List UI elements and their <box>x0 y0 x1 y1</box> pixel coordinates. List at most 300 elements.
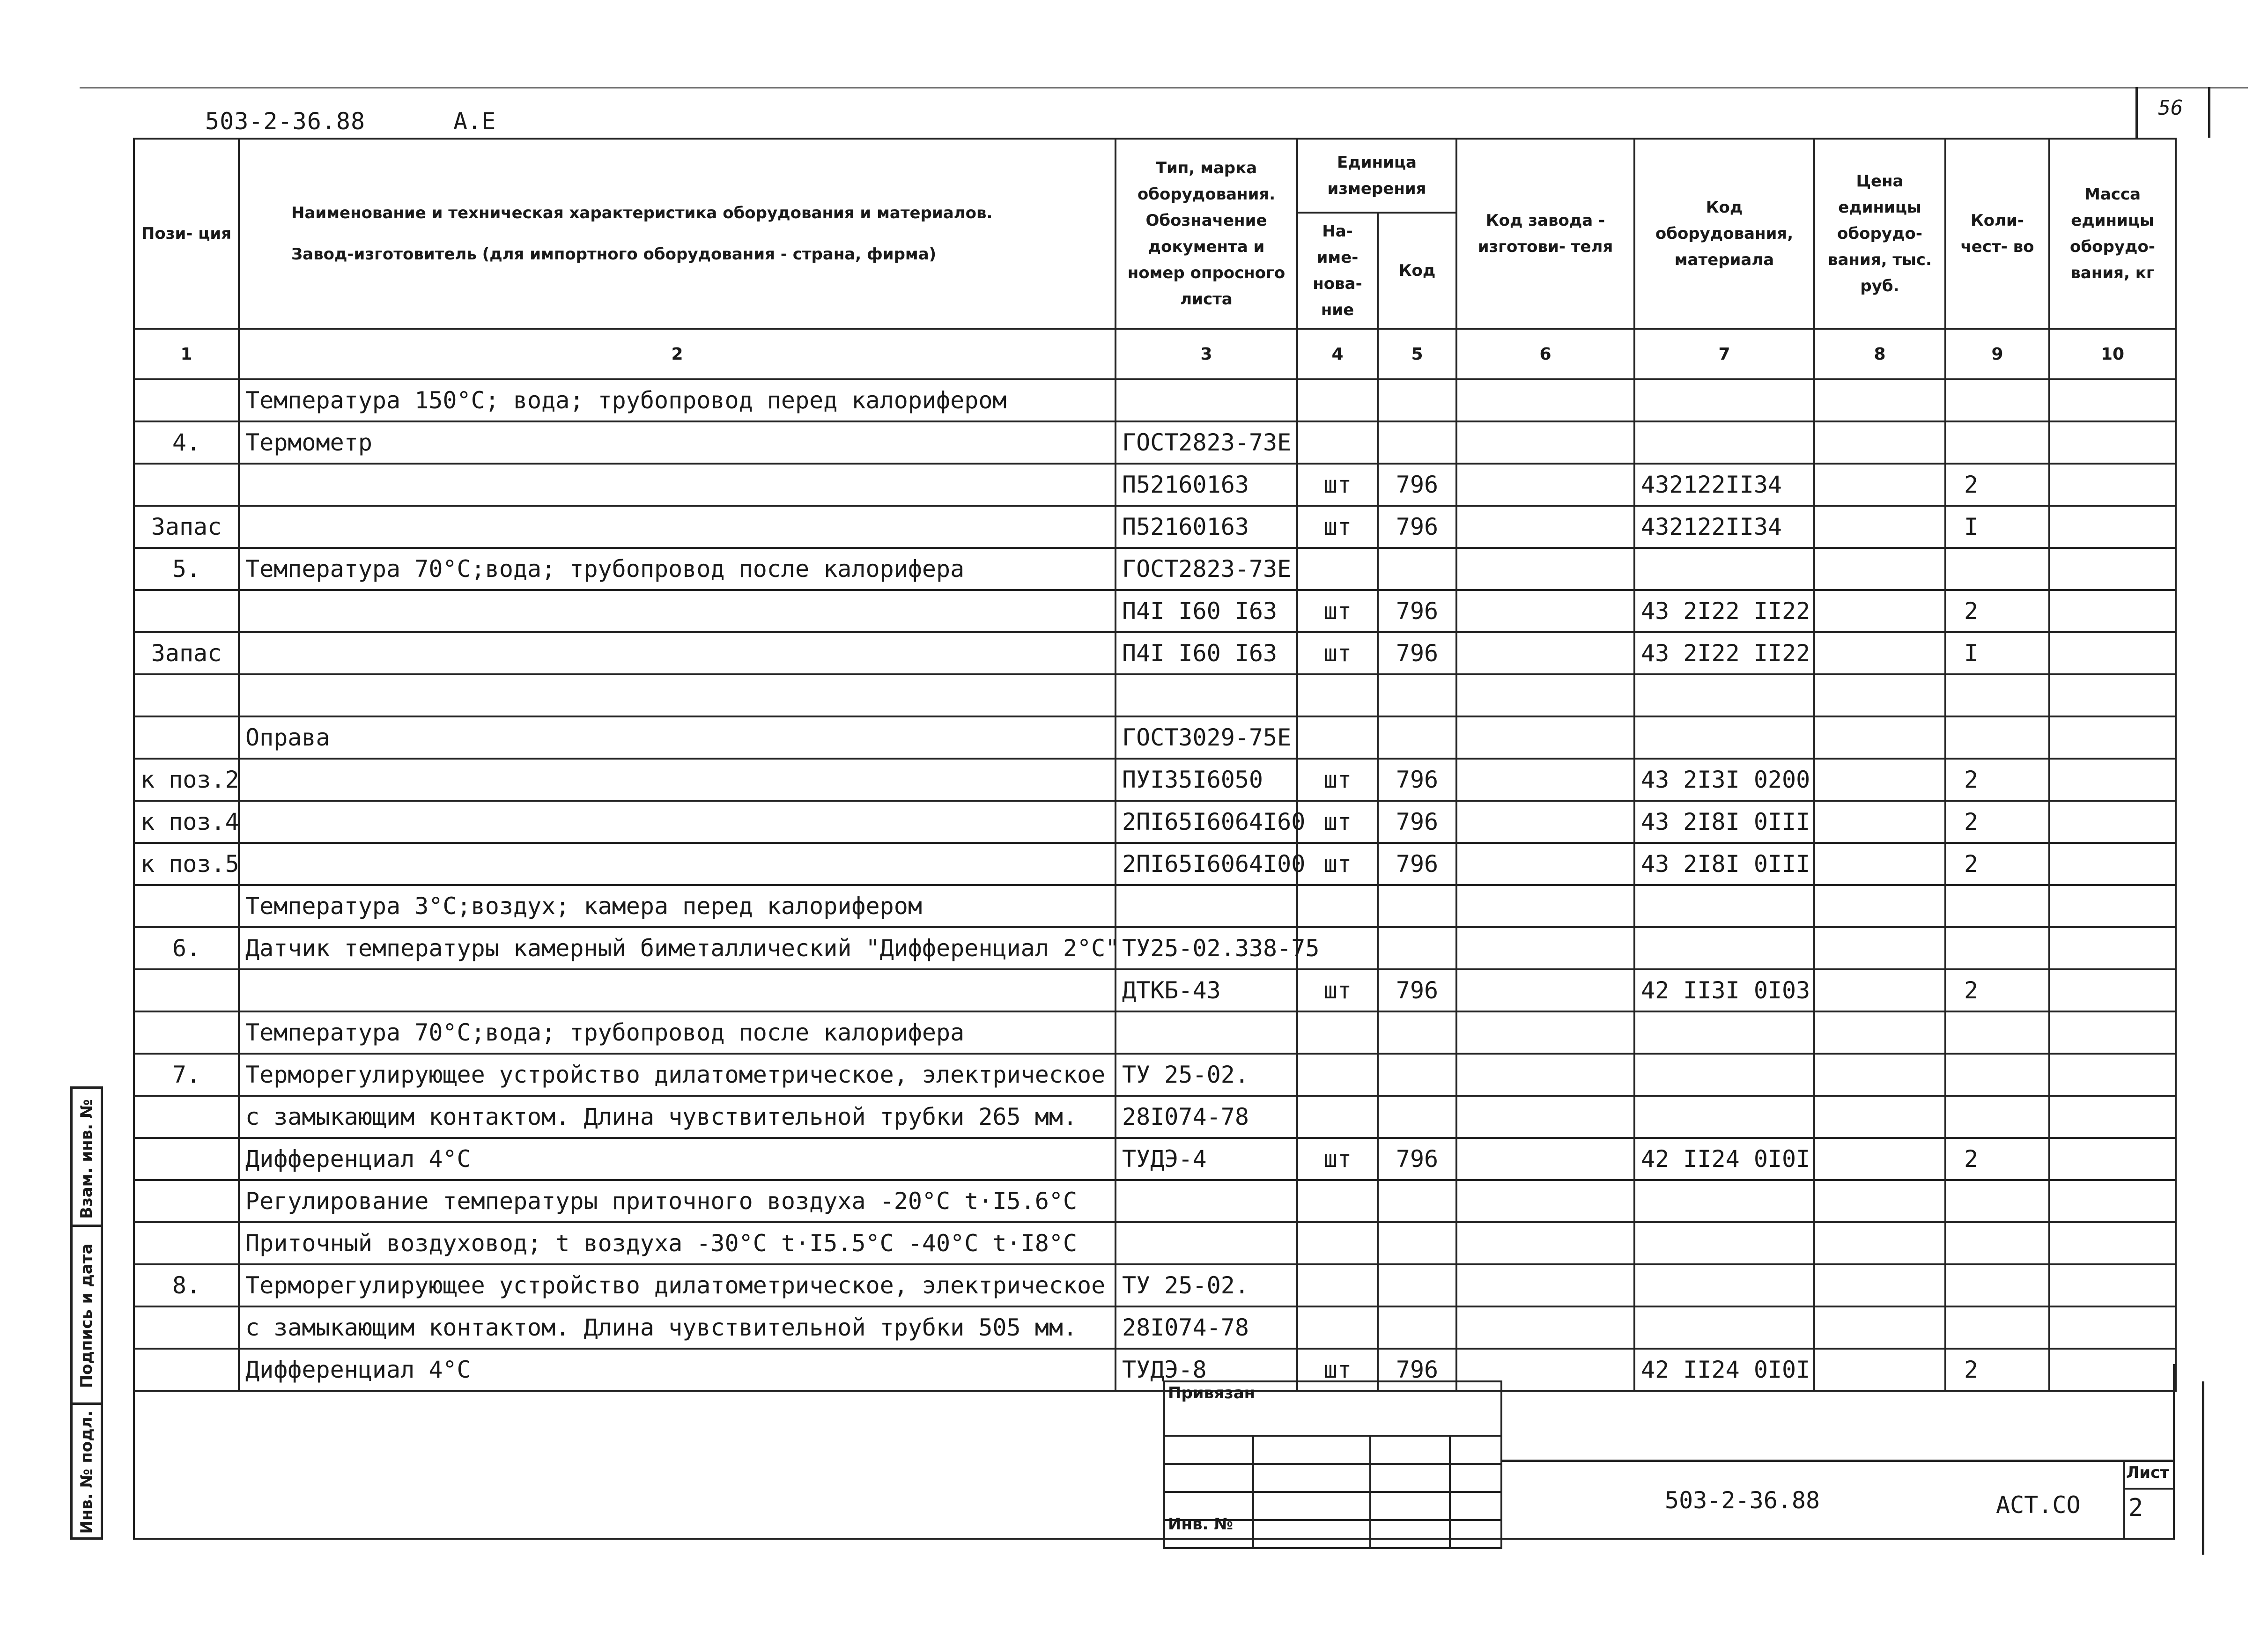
cell-type: ТУ25-02.338-75 <box>1116 927 1297 969</box>
col-number: 2 <box>239 329 1116 379</box>
cell-position <box>134 1222 239 1264</box>
cell-mass <box>2049 548 2176 590</box>
cell-name <box>239 801 1116 843</box>
table-row <box>134 548 2176 590</box>
cell-equipment-code: 432122II34 <box>1634 464 1814 506</box>
cell-quantity: 2 <box>1945 969 2049 1011</box>
cell-position <box>134 590 239 632</box>
header-document-suffix: А.Е <box>453 108 496 135</box>
table-row <box>134 843 2176 885</box>
cell-equipment-code: 43 2I8I 0III <box>1634 843 1814 885</box>
cell-factory-code <box>1456 1138 1634 1180</box>
cell-equipment-code <box>1634 674 1814 716</box>
cell-name: Температура 70°C;вода; трубопровод после калорифера <box>239 548 1116 590</box>
cell-unit-code: 796 <box>1378 506 1456 548</box>
cell-unit-code: 796 <box>1378 801 1456 843</box>
table-row <box>134 1264 2176 1306</box>
table-row <box>134 421 2176 464</box>
cell-quantity <box>1945 548 2049 590</box>
column-number-row <box>134 329 2176 379</box>
cell-type: ПУI35I6050 <box>1116 759 1297 801</box>
cell-type: ТУ 25-02. <box>1116 1054 1297 1096</box>
cell-equipment-code: 43 2I22 II22 <box>1634 632 1814 674</box>
table-row <box>134 1054 2176 1096</box>
cell-quantity <box>1945 1264 2049 1306</box>
cell-unit-code: 796 <box>1378 590 1456 632</box>
side-stamp <box>70 1086 133 1540</box>
cell-mass <box>2049 716 2176 759</box>
cell-unit-name <box>1297 379 1378 421</box>
cell-price <box>1814 716 1945 759</box>
cell-unit-code: 796 <box>1378 843 1456 885</box>
cell-name: Температура 150°C; вода; трубопровод перед калорифером <box>239 379 1116 421</box>
cell-position: Запас <box>134 506 239 548</box>
cell-position: к поз.2 <box>134 759 239 801</box>
cell-type: ГОСТ3029-75Е <box>1116 716 1297 759</box>
cell-unit-name: шт <box>1297 506 1378 548</box>
cell-unit-code: 796 <box>1378 1349 1456 1391</box>
cell-quantity: I <box>1945 632 2049 674</box>
cell-type: 28I074-78 <box>1116 1096 1297 1138</box>
cell-quantity: 2 <box>1945 843 2049 885</box>
cell-unit-code <box>1378 548 1456 590</box>
col-number: 3 <box>1116 329 1297 379</box>
cell-name: Приточный воздуховод; t воздуха -30°C t·I5.5°C -40°C t·I8°C <box>239 1222 1116 1264</box>
cell-equipment-code: 43 2I8I 0III <box>1634 801 1814 843</box>
cell-unit-code <box>1378 1180 1456 1222</box>
cell-name: Термометр <box>239 421 1116 464</box>
cell-name: Оправа <box>239 716 1116 759</box>
cell-name <box>239 632 1116 674</box>
cell-type: 2ПI65I6064I60 <box>1116 801 1297 843</box>
cell-equipment-code <box>1634 1096 1814 1138</box>
cell-unit-code: 796 <box>1378 1138 1456 1180</box>
cell-equipment-code: 43 2I3I 0200 <box>1634 759 1814 801</box>
cell-unit-code <box>1378 716 1456 759</box>
cell-type: 28I074-78 <box>1116 1306 1297 1349</box>
cell-factory-code <box>1456 548 1634 590</box>
cell-unit-name <box>1297 674 1378 716</box>
cell-quantity: 2 <box>1945 759 2049 801</box>
inventory-label: Инв. № <box>1168 1515 1234 1534</box>
cell-factory-code <box>1456 716 1634 759</box>
table-row <box>134 590 2176 632</box>
cell-equipment-code <box>1634 885 1814 927</box>
table-row <box>134 885 2176 927</box>
cell-mass <box>2049 1011 2176 1054</box>
right-edge-mark <box>2202 1381 2204 1555</box>
cell-position: 6. <box>134 927 239 969</box>
cell-equipment-code <box>1634 1180 1814 1222</box>
table-row <box>134 927 2176 969</box>
col-number: 6 <box>1456 329 1634 379</box>
header-mass: Масса единицы оборудо- вания, кг <box>2049 139 2176 329</box>
cell-factory-code <box>1456 801 1634 843</box>
cell-price <box>1814 379 1945 421</box>
cell-mass <box>2049 421 2176 464</box>
cell-mass <box>2049 1096 2176 1138</box>
stamp-document-code: 503-2-36.88 <box>1665 1487 1820 1514</box>
cell-quantity <box>1945 1222 2049 1264</box>
cell-name: Терморегулирующее устройство дилатометрическое, электрическое <box>239 1264 1116 1306</box>
cell-unit-name: шт <box>1297 632 1378 674</box>
cell-type: ДТКБ-43 <box>1116 969 1297 1011</box>
cell-type <box>1116 885 1297 927</box>
cell-mass <box>2049 843 2176 885</box>
cell-position <box>134 1306 239 1349</box>
header-name <box>239 139 1116 329</box>
stamp-divider <box>1500 1460 2175 1462</box>
table-row <box>134 464 2176 506</box>
cell-price <box>1814 632 1945 674</box>
cell-unit-name: шт <box>1297 1349 1378 1391</box>
cell-unit-code <box>1378 379 1456 421</box>
table-row <box>134 632 2176 674</box>
cell-price <box>1814 759 1945 801</box>
side-label-replaced: Взам. инв. № <box>77 1099 96 1219</box>
cell-name: Температура 70°C;вода; трубопровод после калорифера <box>239 1011 1116 1054</box>
cell-position <box>134 1011 239 1054</box>
cell-type: П52160163 <box>1116 506 1297 548</box>
cell-unit-name: шт <box>1297 843 1378 885</box>
cell-factory-code <box>1456 590 1634 632</box>
cell-quantity: 2 <box>1945 1138 2049 1180</box>
cell-equipment-code <box>1634 716 1814 759</box>
cell-unit-name <box>1297 1264 1378 1306</box>
cell-type: П52160163 <box>1116 464 1297 506</box>
col-number: 4 <box>1297 329 1378 379</box>
cell-unit-code <box>1378 1054 1456 1096</box>
cell-type: ТУ 25-02. <box>1116 1264 1297 1306</box>
cell-unit-code <box>1378 674 1456 716</box>
side-cell-replaced <box>70 1086 103 1227</box>
cell-name: Температура 3°C;воздух; камера перед калорифером <box>239 885 1116 927</box>
cell-factory-code <box>1456 1264 1634 1306</box>
cell-unit-name: шт <box>1297 969 1378 1011</box>
cell-mass <box>2049 969 2176 1011</box>
top-border-line <box>80 87 2248 89</box>
cell-position: 5. <box>134 548 239 590</box>
cell-unit-code: 796 <box>1378 632 1456 674</box>
cell-quantity <box>1945 1180 2049 1222</box>
cell-quantity <box>1945 1054 2049 1096</box>
table-row <box>134 1096 2176 1138</box>
cell-name: Дифференциал 4°C <box>239 1349 1116 1391</box>
cell-name: Дифференциал 4°C <box>239 1138 1116 1180</box>
cell-factory-code <box>1456 927 1634 969</box>
side-label-original: Инв. № подл. <box>77 1410 96 1534</box>
cell-price <box>1814 843 1945 885</box>
cell-equipment-code <box>1634 1054 1814 1096</box>
header-position: Пози- ция <box>134 139 239 329</box>
cell-equipment-code <box>1634 1306 1814 1349</box>
cell-unit-code <box>1378 1096 1456 1138</box>
cell-factory-code <box>1456 1096 1634 1138</box>
table-row <box>134 1011 2176 1054</box>
side-label-signature: Подпись и дата <box>77 1243 96 1388</box>
cell-price <box>1814 1222 1945 1264</box>
header-document-code: 503-2-36.88 <box>205 108 366 135</box>
cell-unit-name <box>1297 1222 1378 1264</box>
cell-type: 2ПI65I6064I00 <box>1116 843 1297 885</box>
cell-name <box>239 464 1116 506</box>
cell-unit-code <box>1378 1222 1456 1264</box>
header-unit-code: Код <box>1378 213 1456 329</box>
table-row <box>134 1138 2176 1180</box>
header-equipment-code: Код оборудования, материала <box>1634 139 1814 329</box>
header-quantity: Коли- чест- во <box>1945 139 2049 329</box>
cell-mass <box>2049 801 2176 843</box>
cell-position: 8. <box>134 1264 239 1306</box>
cell-quantity <box>1945 885 2049 927</box>
sheet-label: Лист <box>2126 1463 2169 1482</box>
header-name-line1: Наименование и техническая характеристика оборудования и материалов. <box>291 203 993 222</box>
cell-quantity <box>1945 1306 2049 1349</box>
cell-quantity: 2 <box>1945 464 2049 506</box>
cell-price <box>1814 1011 1945 1054</box>
cell-price <box>1814 927 1945 969</box>
specification-table <box>133 138 2177 1392</box>
cell-name <box>239 969 1116 1011</box>
cell-position: 7. <box>134 1054 239 1096</box>
table-row <box>134 506 2176 548</box>
table-row <box>134 1180 2176 1222</box>
cell-unit-name: шт <box>1297 464 1378 506</box>
cell-quantity <box>1945 716 2049 759</box>
cell-equipment-code: 42 II24 0I0I <box>1634 1138 1814 1180</box>
sheet-box-divider <box>2123 1488 2175 1490</box>
header-price: Цена единицы оборудо- вания, тыс. руб. <box>1814 139 1945 329</box>
cell-quantity <box>1945 421 2049 464</box>
cell-name <box>239 843 1116 885</box>
cell-factory-code <box>1456 885 1634 927</box>
cell-unit-name <box>1297 1180 1378 1222</box>
cell-factory-code <box>1456 1011 1634 1054</box>
cell-factory-code <box>1456 632 1634 674</box>
cell-quantity <box>1945 1011 2049 1054</box>
table-row <box>134 969 2176 1011</box>
cell-position <box>134 674 239 716</box>
cell-unit-name <box>1297 1054 1378 1096</box>
col-number: 9 <box>1945 329 2049 379</box>
cell-factory-code <box>1456 379 1634 421</box>
cell-price <box>1814 1180 1945 1222</box>
stamp-document-suffix: АСТ.СО <box>1996 1491 2081 1519</box>
cell-mass <box>2049 379 2176 421</box>
cell-name <box>239 674 1116 716</box>
cell-type: ТУДЭ-4 <box>1116 1138 1297 1180</box>
cell-factory-code <box>1456 506 1634 548</box>
cell-equipment-code <box>1634 1222 1814 1264</box>
cell-type <box>1116 1180 1297 1222</box>
table-row <box>134 1306 2176 1349</box>
cell-type <box>1116 1222 1297 1264</box>
cell-unit-code: 796 <box>1378 464 1456 506</box>
header-unit: Единица измерения <box>1297 139 1456 213</box>
cell-type: ТУДЭ-8 <box>1116 1349 1297 1391</box>
cell-factory-code <box>1456 674 1634 716</box>
cell-equipment-code <box>1634 421 1814 464</box>
cell-unit-name: шт <box>1297 759 1378 801</box>
cell-factory-code <box>1456 421 1634 464</box>
cell-type: ГОСТ2823-73Е <box>1116 421 1297 464</box>
title-block <box>133 1364 2175 1540</box>
header-row <box>134 139 2176 213</box>
cell-equipment-code <box>1634 379 1814 421</box>
cell-unit-name: шт <box>1297 1138 1378 1180</box>
cell-unit-code <box>1378 1264 1456 1306</box>
cell-factory-code <box>1456 759 1634 801</box>
cell-mass <box>2049 632 2176 674</box>
col-number: 1 <box>134 329 239 379</box>
col-number: 8 <box>1814 329 1945 379</box>
cell-position: к поз.5 <box>134 843 239 885</box>
header-name-line2: Завод-изготовитель (для импортного оборудования - страна, фирма) <box>291 245 937 264</box>
cell-price <box>1814 506 1945 548</box>
cell-mass <box>2049 590 2176 632</box>
cell-mass <box>2049 464 2176 506</box>
cell-mass <box>2049 885 2176 927</box>
cell-factory-code <box>1456 1180 1634 1222</box>
side-cell-signature <box>70 1227 103 1405</box>
sheet-value: 2 <box>2128 1494 2143 1522</box>
cell-name: Терморегулирующее устройство дилатометрическое, электрическое <box>239 1054 1116 1096</box>
col-number: 5 <box>1378 329 1456 379</box>
cell-equipment-code: 432122II34 <box>1634 506 1814 548</box>
header-unit-name: На- име- нова- ние <box>1297 213 1378 329</box>
cell-mass <box>2049 506 2176 548</box>
table-row <box>134 674 2176 716</box>
cell-price <box>1814 464 1945 506</box>
cell-unit-code: 796 <box>1378 969 1456 1011</box>
cell-unit-code <box>1378 1011 1456 1054</box>
cell-type <box>1116 379 1297 421</box>
col-number: 10 <box>2049 329 2176 379</box>
cell-price <box>1814 969 1945 1011</box>
cell-equipment-code: 42 II24 0I0I <box>1634 1349 1814 1391</box>
cell-position: Запас <box>134 632 239 674</box>
bound-label: Привязан <box>1168 1384 1256 1402</box>
cell-type <box>1116 674 1297 716</box>
cell-quantity: 2 <box>1945 1349 2049 1391</box>
cell-unit-name <box>1297 548 1378 590</box>
cell-quantity: 2 <box>1945 590 2049 632</box>
cell-factory-code <box>1456 464 1634 506</box>
cell-type: П4I I60 I63 <box>1116 590 1297 632</box>
header-factory-code: Код завода - изготови- теля <box>1456 139 1634 329</box>
cell-price <box>1814 1264 1945 1306</box>
cell-name <box>239 590 1116 632</box>
table-row <box>134 801 2176 843</box>
cell-unit-name <box>1297 716 1378 759</box>
cell-price <box>1814 1054 1945 1096</box>
cell-unit-name: шт <box>1297 801 1378 843</box>
cell-mass <box>2049 1054 2176 1096</box>
cell-quantity <box>1945 379 2049 421</box>
table-row <box>134 379 2176 421</box>
cell-position <box>134 379 239 421</box>
cell-price <box>1814 421 1945 464</box>
cell-unit-name <box>1297 1306 1378 1349</box>
cell-factory-code <box>1456 1306 1634 1349</box>
cell-factory-code <box>1456 1054 1634 1096</box>
cell-price <box>1814 1138 1945 1180</box>
cell-name: Регулирование температуры приточного воздуха -20°C t·I5.6°C <box>239 1180 1116 1222</box>
cell-quantity <box>1945 927 2049 969</box>
cell-unit-code <box>1378 885 1456 927</box>
cell-equipment-code <box>1634 1011 1814 1054</box>
side-cell-original <box>70 1405 103 1540</box>
cell-price <box>1814 1096 1945 1138</box>
cell-unit-name <box>1297 1096 1378 1138</box>
cell-position <box>134 969 239 1011</box>
cell-unit-code <box>1378 421 1456 464</box>
cell-quantity: I <box>1945 506 2049 548</box>
cell-equipment-code <box>1634 927 1814 969</box>
cell-equipment-code <box>1634 1264 1814 1306</box>
cell-equipment-code: 43 2I22 II22 <box>1634 590 1814 632</box>
cell-position <box>134 885 239 927</box>
cell-factory-code <box>1456 969 1634 1011</box>
cell-unit-code <box>1378 927 1456 969</box>
table-row <box>134 716 2176 759</box>
cell-type: П4I I60 I63 <box>1116 632 1297 674</box>
table-row <box>134 1222 2176 1264</box>
cell-type <box>1116 1011 1297 1054</box>
cell-quantity <box>1945 674 2049 716</box>
cell-equipment-code: 42 II3I 0I03 <box>1634 969 1814 1011</box>
table-row <box>134 759 2176 801</box>
cell-equipment-code <box>1634 548 1814 590</box>
cell-price <box>1814 1306 1945 1349</box>
cell-type: ГОСТ2823-73Е <box>1116 548 1297 590</box>
cell-unit-code <box>1378 1306 1456 1349</box>
cell-unit-code: 796 <box>1378 759 1456 801</box>
cell-mass <box>2049 927 2176 969</box>
header-type: Тип, марка оборудования. Обозначение документа и номер опросного листа <box>1116 139 1297 329</box>
cell-name: с замыкающим контактом. Длина чувствительной трубки 265 мм. <box>239 1096 1116 1138</box>
cell-mass <box>2049 674 2176 716</box>
cell-mass <box>2049 1138 2176 1180</box>
cell-price <box>1814 885 1945 927</box>
sheet-number: 56 <box>2158 96 2183 120</box>
cell-position <box>134 1138 239 1180</box>
cell-quantity: 2 <box>1945 801 2049 843</box>
cell-position <box>134 1096 239 1138</box>
cell-price <box>1814 801 1945 843</box>
cell-factory-code <box>1456 843 1634 885</box>
cell-mass <box>2049 1264 2176 1306</box>
cell-mass <box>2049 759 2176 801</box>
cell-price <box>1814 548 1945 590</box>
cell-unit-name <box>1297 1011 1378 1054</box>
cell-position: к поз.4 <box>134 801 239 843</box>
cell-mass <box>2049 1222 2176 1264</box>
cell-factory-code <box>1456 1222 1634 1264</box>
cell-position <box>134 716 239 759</box>
cell-price <box>1814 674 1945 716</box>
cell-position <box>134 464 239 506</box>
cell-mass <box>2049 1306 2176 1349</box>
cell-quantity <box>1945 1096 2049 1138</box>
cell-price <box>1814 590 1945 632</box>
cell-name: Датчик температуры камерный биметаллический "Дифференциал 2°C" <box>239 927 1116 969</box>
cell-name: с замыкающим контактом. Длина чувствительной трубки 505 мм. <box>239 1306 1116 1349</box>
col-number: 7 <box>1634 329 1814 379</box>
cell-unit-name <box>1297 885 1378 927</box>
cell-unit-name: шт <box>1297 590 1378 632</box>
cell-unit-name <box>1297 421 1378 464</box>
